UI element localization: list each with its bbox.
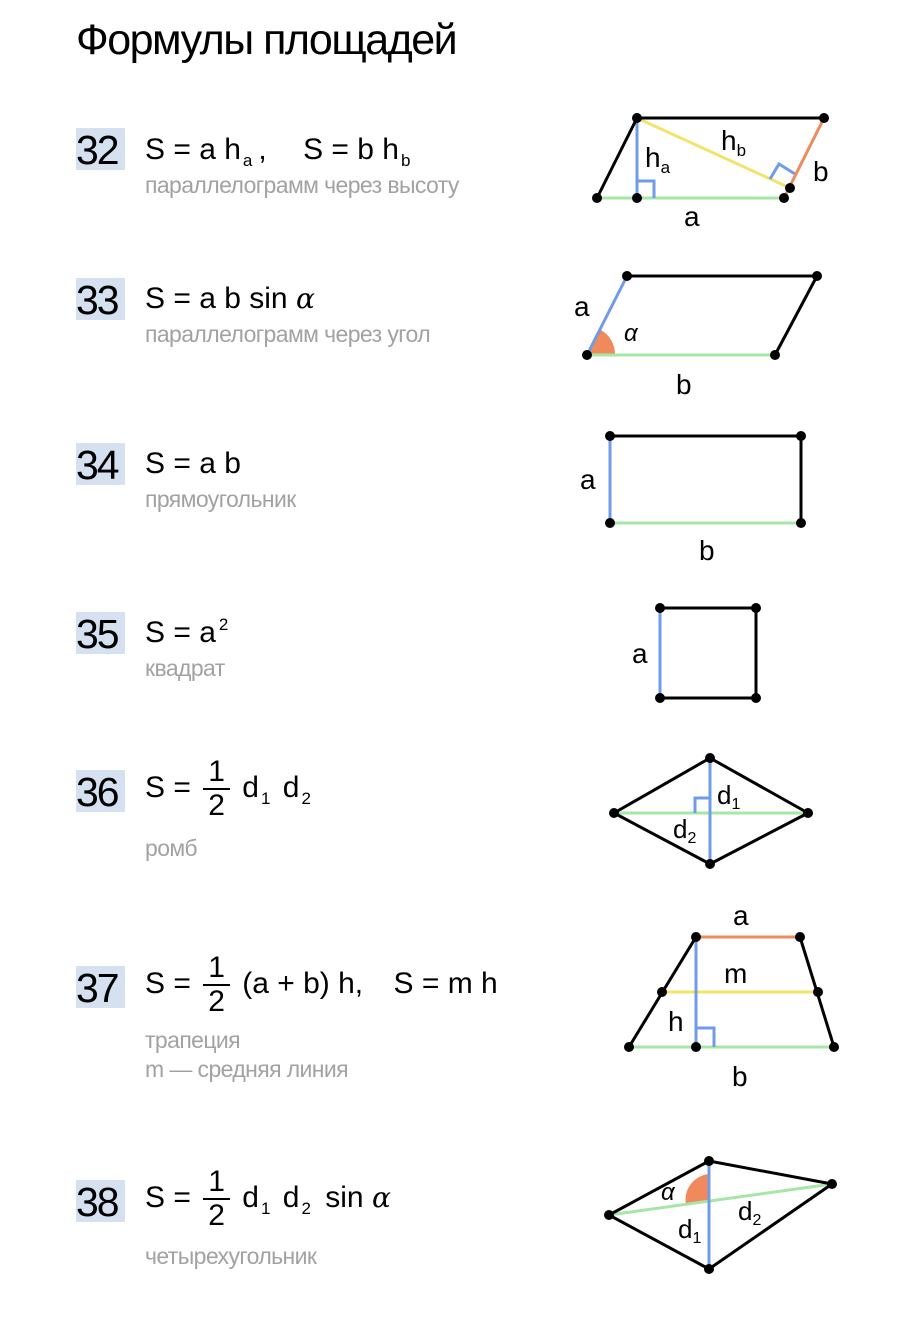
label-m: m xyxy=(724,958,748,989)
formula-33-description: параллелограмм через угол xyxy=(145,321,431,347)
formula-number-32: 32 xyxy=(76,128,125,170)
formula-number-33: 33 xyxy=(76,278,125,320)
label-alpha: α xyxy=(624,320,638,347)
label-ha: $h_a$ xyxy=(645,142,671,177)
formula-33: S = a b sin α xyxy=(145,282,315,315)
formula-35: S = a $^2$ xyxy=(145,615,229,649)
fraction-one-half: $\frac{1}{2}$ xyxy=(203,1166,230,1232)
formula-34: S = a b xyxy=(145,447,241,480)
label-a: a xyxy=(580,464,596,495)
formula-36: S = $\frac{1}{2}$ d $_1$ d $_2$ xyxy=(145,755,311,822)
quadrilateral-figure xyxy=(604,1156,837,1274)
page-title: Формулы площадей xyxy=(76,16,457,64)
formula-36-description: ромб xyxy=(145,835,197,861)
formula-35-description: квадрат xyxy=(145,655,225,681)
formula-32: S = a h $_a$ , S = b h $_b$ xyxy=(145,133,411,170)
fraction-one-half: $\frac{1}{2}$ xyxy=(203,756,230,822)
label-b: b xyxy=(699,535,715,566)
label-d1: d1 xyxy=(717,780,741,813)
formula-number-35: 35 xyxy=(76,612,125,654)
square-figure xyxy=(632,603,761,703)
label-a: a xyxy=(733,900,749,931)
formula-number-38: 38 xyxy=(76,1180,125,1222)
label-a: a xyxy=(684,201,700,232)
fraction-one-half: $\frac{1}{2}$ xyxy=(203,952,230,1018)
formula-37-note: m — средняя линия xyxy=(145,1056,349,1082)
rectangle-figure xyxy=(580,431,806,566)
formula-32-description: параллелограмм через высоту xyxy=(145,172,459,198)
parallelogram-heights-figure xyxy=(592,113,829,232)
formula-37: S = $\frac{1}{2}$ (a + b) h, S = m h xyxy=(145,951,498,1018)
label-hb: $h_b$ xyxy=(721,125,747,160)
trapezoid-figure xyxy=(624,900,839,1092)
formula-37-description: трапеция xyxy=(145,1027,241,1053)
formula-38: S = $\frac{1}{2}$ d $_1$ d $_2$ sin α xyxy=(145,1165,391,1232)
label-b: b xyxy=(732,1061,748,1092)
label-b: b xyxy=(813,156,829,187)
formula-38-description: четырехугольник xyxy=(145,1243,317,1269)
label-d2: d2 xyxy=(738,1196,762,1229)
label-d1: d1 xyxy=(678,1214,702,1247)
formula-number-37: 37 xyxy=(76,966,125,1008)
label-h: h xyxy=(668,1006,684,1037)
rhombus-figure xyxy=(609,753,813,869)
formula-number-34: 34 xyxy=(76,443,125,485)
label-a: a xyxy=(632,638,648,669)
parallelogram-angle-figure xyxy=(574,271,822,400)
label-d2: d2 xyxy=(673,814,697,847)
formula-number-36: 36 xyxy=(76,770,125,812)
formula-34-description: прямоугольник xyxy=(145,486,296,512)
label-b: b xyxy=(676,369,692,400)
label-alpha: α xyxy=(661,1179,675,1206)
label-a: a xyxy=(574,291,590,322)
